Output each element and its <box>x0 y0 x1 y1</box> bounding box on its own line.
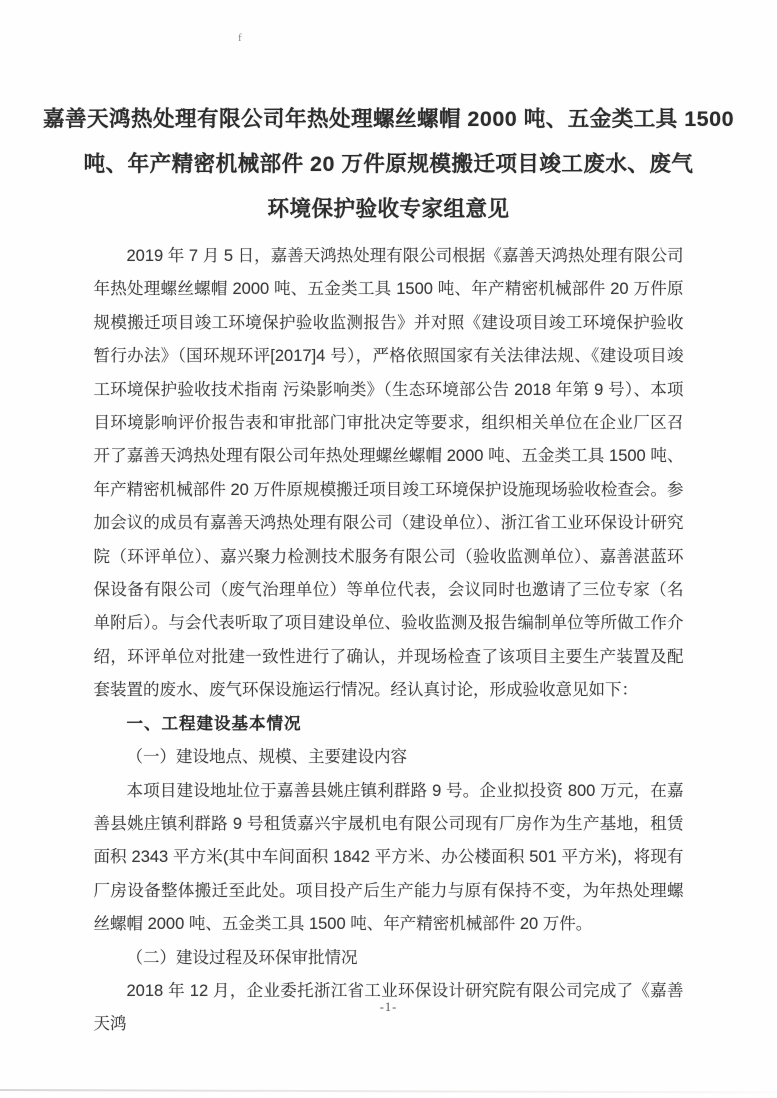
title-line-2: 吨、年产精密机械部件 20 万件原规模搬迁项目竣工废水、废气 <box>83 152 694 176</box>
stray-scan-mark: f <box>238 32 242 44</box>
page-number: -1- <box>379 1000 398 1014</box>
title-line-3: 环境保护验收专家组意见 <box>267 197 510 221</box>
scan-artifact-line <box>0 1089 777 1094</box>
title-line-1: 嘉善天鸿热处理有限公司年热处理螺丝螺帽 2000 吨、五金类工具 1500 <box>42 107 735 131</box>
section-1-subheading-1: （一）建设地点、规模、主要建设内容 <box>126 748 407 767</box>
section-1-paragraph-2-partial: 2018 年 12 月，企业委托浙江省工业环保设计研究院有限公司完成了《嘉善天鸿 <box>93 981 684 1034</box>
document-body <box>94 240 684 1042</box>
section-1-subheading-2: （二）建设过程及环保审批情况 <box>126 948 358 967</box>
document-title <box>0 0 777 232</box>
intro-paragraph: 2019 年 7 月 5 日，嘉善天鸿热处理有限公司根据《嘉善天鸿热处理有限公司年热处理螺丝螺帽 2000 吨、五金类工具 1500 吨、年产精密机械部件 20 万件原规模搬迁项目竣工环境保护验收监测报告》并对照《建设项目竣工环境保护验收暂行办法》（国环规环评[2017]4 号），严格依照国家有关法律法规、《建设项目竣工环境保护验收技术指南 污染影响类》（生态环境部公告 2018 年第 9 号）、本项目环境影响评价报告表和审批部门审批决定等要求，组织相关单位在企业厂区召开了嘉善天鸿热处理有限公司年热处理螺丝螺帽 2000 吨、五金类工具 1500 吨、年产精密机械部件 20 万件原规模搬迁项目竣工环境保护设施现场验收检查会。参加会议的成员有嘉善天鸿热处理有限公司（建设单位）、浙江省工业环保设计研究院（环评单位）、嘉兴聚力检测技术服务有限公司（验收监测单位）、嘉善湛蓝环保设备有限公司（废气治理单位）等单位代表，会议同时也邀请了三位专家（名单附后）。与会代表听取了项目建设单位、验收监测及报告编制单位等所做工作介绍，环评单位对批建一致性进行了确认，并现场检查了该项目主要生产装置及配套装置的废水、废气环保设施运行情况。经认真讨论，形成验收意见如下： <box>93 247 684 700</box>
section-1-paragraph-1: 本项目建设地址位于嘉善县姚庄镇利群路 9 号。企业拟投资 800 万元，在嘉善县姚庄镇利群路 9 号租赁嘉兴宇晟机电有限公司现有厂房作为生产基地，租赁面积 2343 平方米(其中车间面积 1842 平方米、办公楼面积 501 平方米)，将现有厂房设备整体搬迁至此处。项目投产后生产能力与原有保持不变，为年热处理螺丝螺帽 2000 吨、五金类工具 1500 吨、年产精密机械部件 20 万件。 <box>93 781 684 934</box>
section-1-heading: 一、工程建设基本情况 <box>126 714 302 733</box>
